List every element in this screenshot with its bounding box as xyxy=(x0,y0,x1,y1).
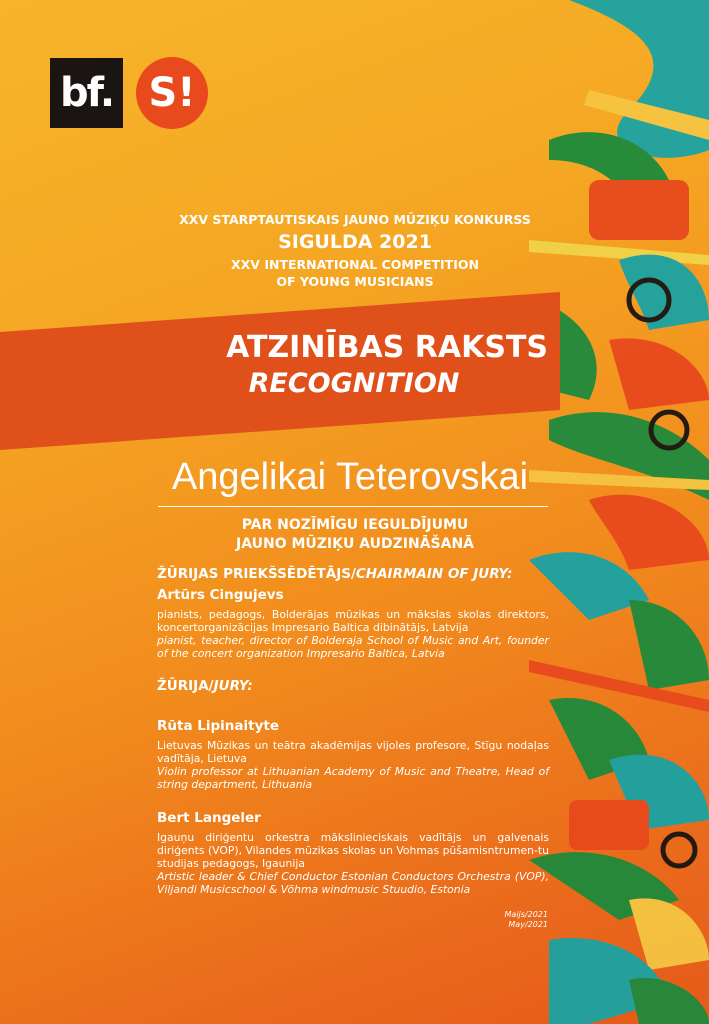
jury-section xyxy=(157,678,549,694)
jury-member xyxy=(157,718,549,791)
jury-member-desc-lv: Igauņu diriģentu orkestra mākslinieciskais vadītājs un galvenais diriģents (VOP), Vilandes mūzikas skolas un Vohmas pūšamisntrumen-tu studijas pedagogs, Igaunija xyxy=(157,831,549,870)
chair-desc-lv: pianists, pedagogs, Bolderājas mūzikas un mākslas skolas direktors, koncertorganizācijas Impresario Baltica dibinātājs, Latvija xyxy=(157,608,549,634)
jury-member xyxy=(157,810,549,896)
competition-title-lv: XXV STARPTAUTISKAIS JAUNO MŪZIĶU KONKURSS xyxy=(179,212,531,227)
chair-name: Artūrs Cingujevs xyxy=(157,587,284,603)
competition-name: SIGULDA 2021 xyxy=(278,231,432,253)
s-logo: S! xyxy=(136,57,208,129)
chair-section xyxy=(157,566,549,660)
jury-member-name: Rūta Lipinaityte xyxy=(157,718,280,734)
award-title-lv: ATZINĪBAS RAKSTS xyxy=(226,330,548,365)
competition-title-en-line1: XXV INTERNATIONAL COMPETITION xyxy=(231,257,479,272)
contribution-line2: JAUNO MŪZIĶU AUDZINĀŠANĀ xyxy=(236,536,474,552)
musical-instruments-illustration xyxy=(529,0,709,1024)
competition-title-en-line2: OF YOUNG MUSICIANS xyxy=(276,274,434,289)
contribution-text xyxy=(150,516,560,554)
date xyxy=(470,910,548,930)
bf-logo: bf. xyxy=(50,58,123,128)
chair-heading: ŽŪRIJAS PRIEKŠSĒDĒTĀJS/CHAIRMAIN OF JURY: xyxy=(157,566,513,582)
jury-member-desc-en: Artistic leader & Chief Conductor Estonian Conductors Orchestra (VOP), Viljandi Musicschool & Võhma windmusic Stuudio, Estonia xyxy=(157,870,549,896)
jury-member-desc-en: Violin professor at Lithuanian Academy of Music and Theatre, Head of string department, Lithuania xyxy=(157,765,549,791)
jury-member-desc-lv: Lietuvas Mūzikas un teātra akadēmijas vijoles profesore, Stīgu nodaļas vadītāja, Lietuva xyxy=(157,739,549,765)
chair-desc-en: pianist, teacher, director of Bolderaja School of Music and Art, founder of the concert organization Impresario Baltica, Latvia xyxy=(157,634,549,660)
competition-title-en xyxy=(150,256,560,290)
contribution-line1: PAR NOZĪMĪGU IEGULDĪJUMU xyxy=(241,517,469,533)
award-title-en: RECOGNITION xyxy=(248,368,460,399)
jury-member-name: Bert Langeler xyxy=(157,810,261,826)
date-en: May/2021 xyxy=(508,920,548,929)
date-lv: Maijs/2021 xyxy=(504,910,548,919)
jury-heading: ŽŪRIJA/JURY: xyxy=(157,678,253,694)
divider xyxy=(158,506,548,507)
recipient-name: Angelikai Teterovskai xyxy=(171,456,529,498)
